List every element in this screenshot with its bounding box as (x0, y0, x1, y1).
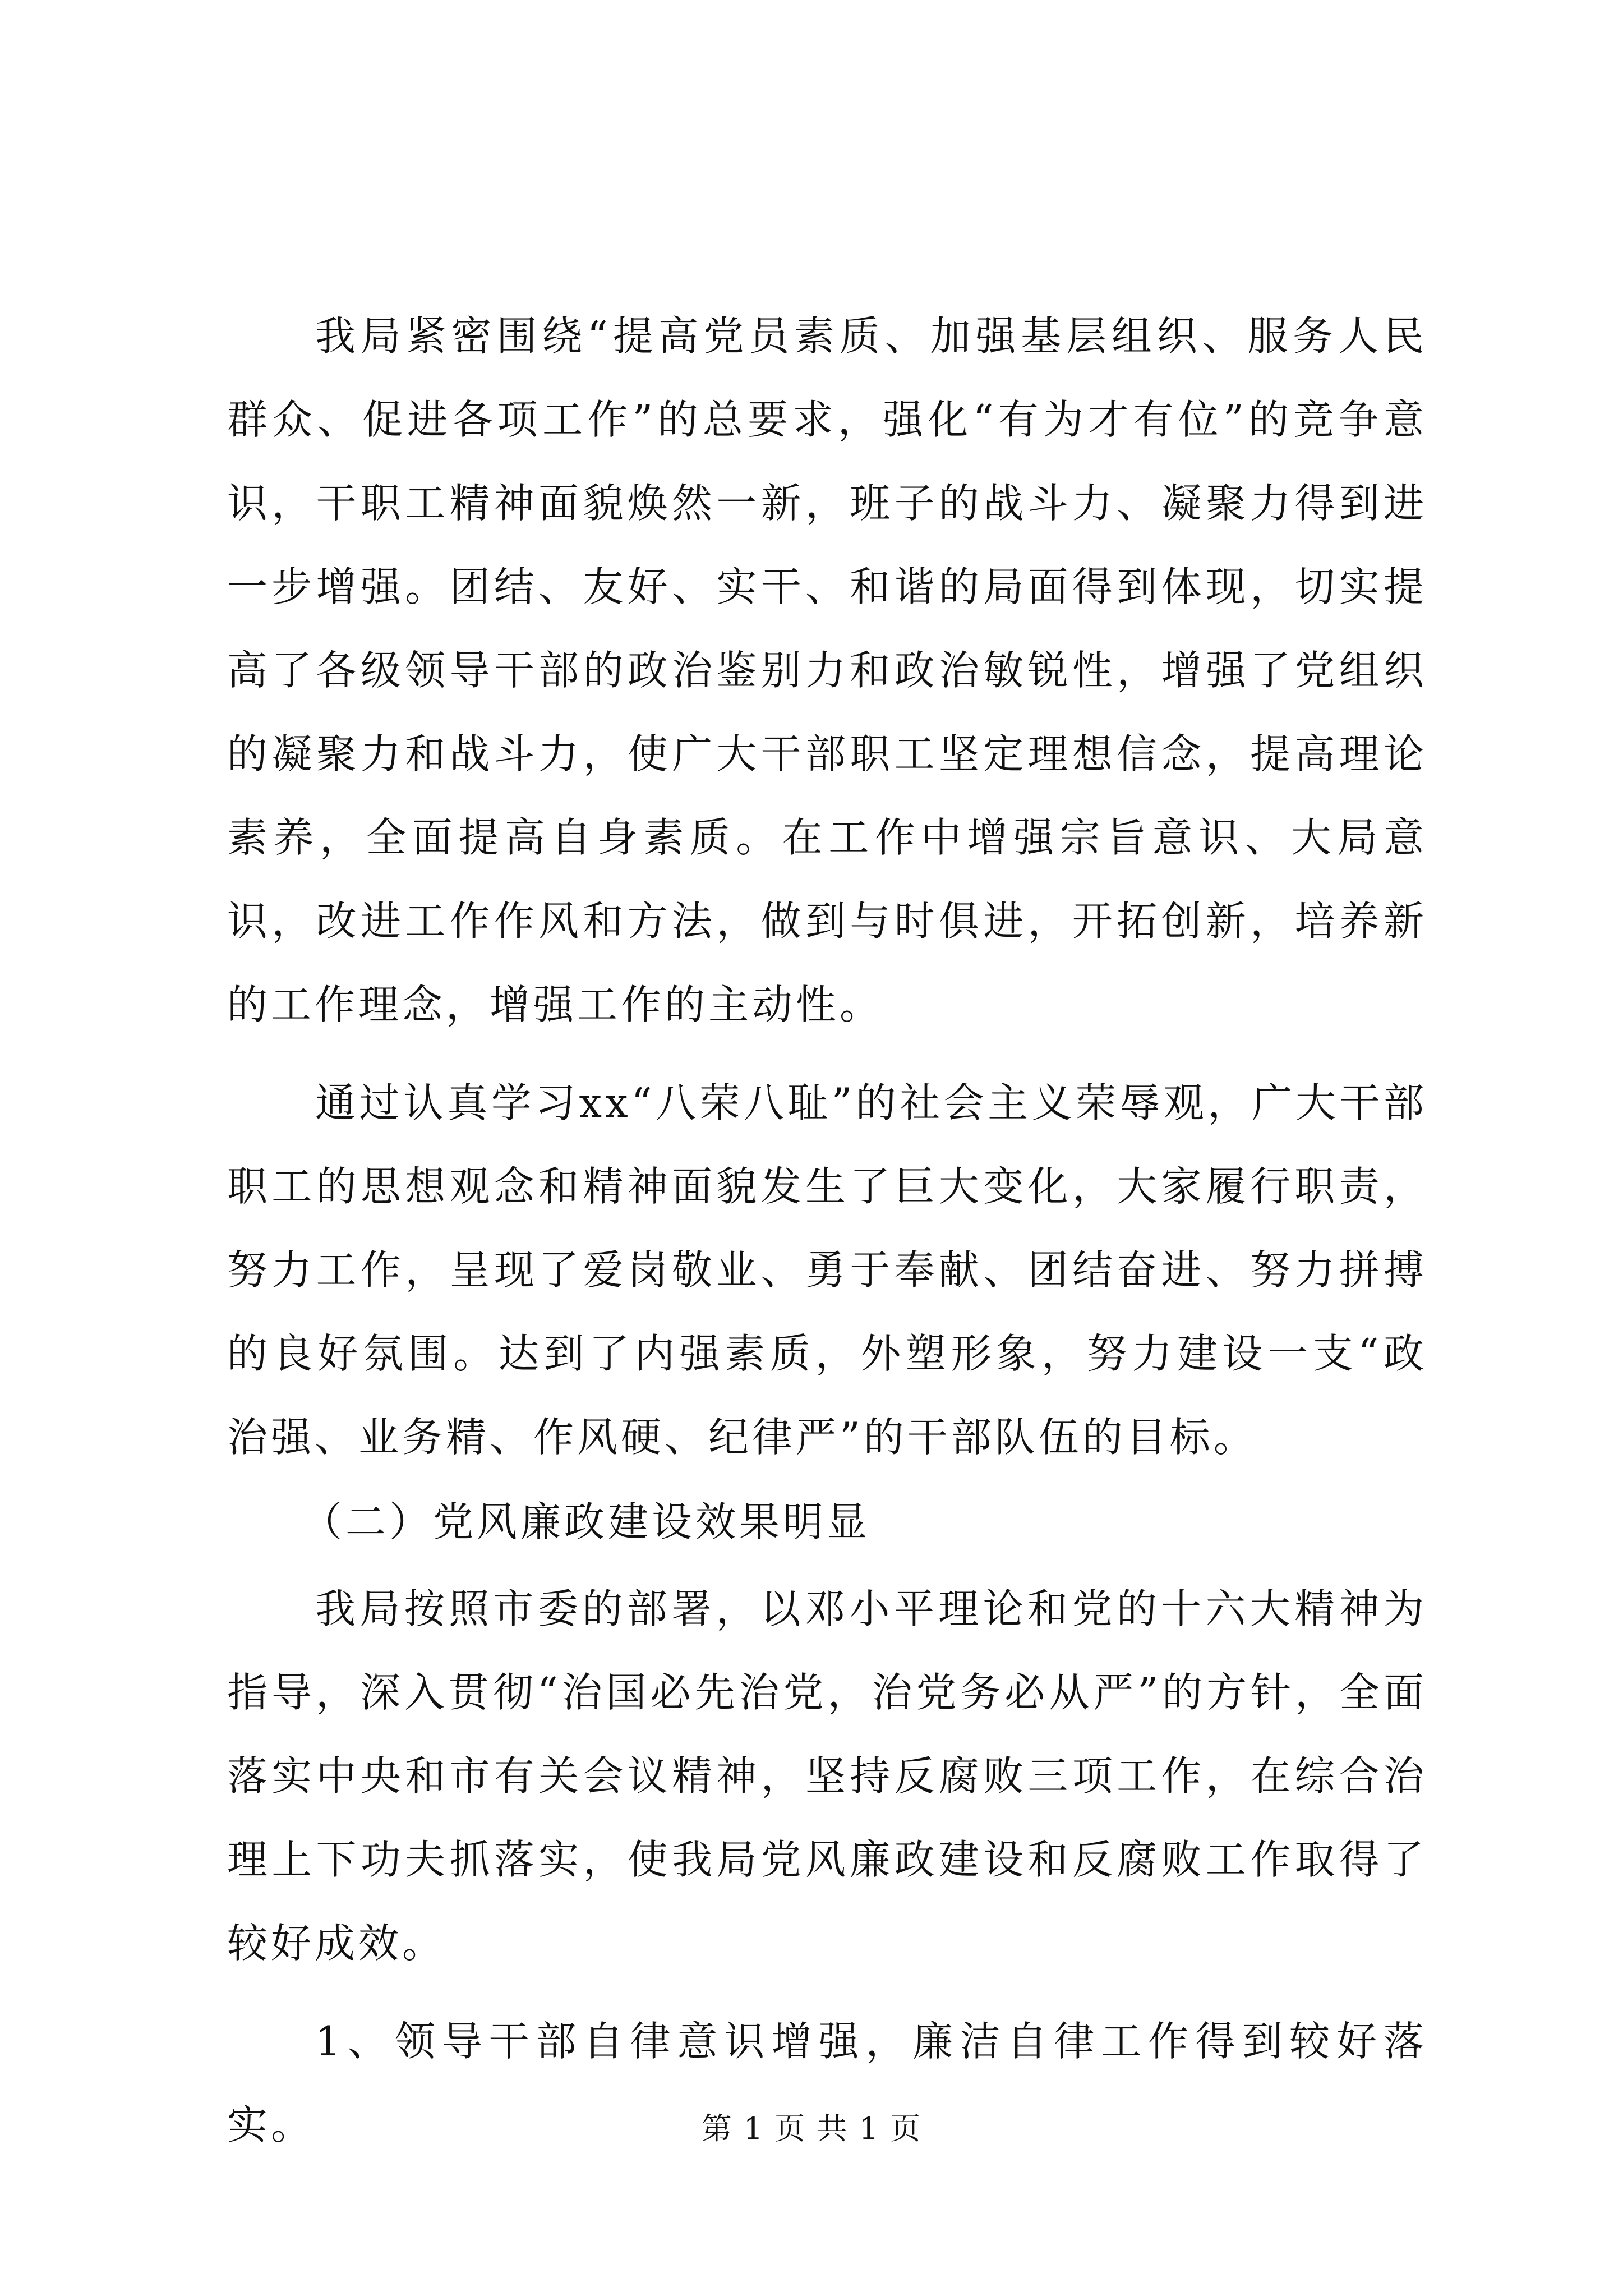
body-paragraph: 我局按照市委的部署，以邓小平理论和党的十六大精神为指导，深入贯彻“治国必先治党，治党务必从严”的方针，全面落实中央和市有关会议精神，坚持反腐败三项工作，在综合治理上下功夫抓落实，使我局党风廉政建设和反腐败工作取得了较好成效。 (227, 1585, 1427, 1967)
body-paragraph: 我局紧密围绕“提高党员素质、加强基层组织、服务人民群众、促进各项工作”的总要求，强化“有为才有位”的竞争意识，干职工精神面貌焕然一新，班子的战斗力、凝聚力得到进一步增强。团结、友好、实干、和谐的局面得到体现，切实提高了各级领导干部的政治鉴别力和政治敏锐性，增强了党组织的凝聚力和战斗力，使广大干部职工坚定理想信念，提高理论素养，全面提高自身素质。在工作中增强宗旨意识、大局意识，改进工作作风和方法，做到与时俱进，开拓创新，培养新的工作理念，增强工作的主动性。 (227, 312, 1427, 1028)
page-footer: 第 1 页 共 1 页 (701, 2111, 922, 2146)
section-heading: （二）党风廉政建设效果明显 (302, 1498, 871, 1545)
body-paragraph: 通过认真学习xx“八荣八耻”的社会主义荣辱观，广大干部职工的思想观念和精神面貌发生了巨大变化，大家履行职责，努力工作，呈现了爱岗敬业、勇于奉献、团结奋进、努力拼搏的良好氛围。达到了内强素质，外塑形象，努力建设一支“政治强、业务精、作风硬、纪律严”的干部队伍的目标。 (227, 1079, 1427, 1461)
body-paragraph: 1、领导干部自律意识增强，廉洁自律工作得到较好落实。 (227, 2018, 1427, 2148)
document-body (227, 295, 1427, 2167)
